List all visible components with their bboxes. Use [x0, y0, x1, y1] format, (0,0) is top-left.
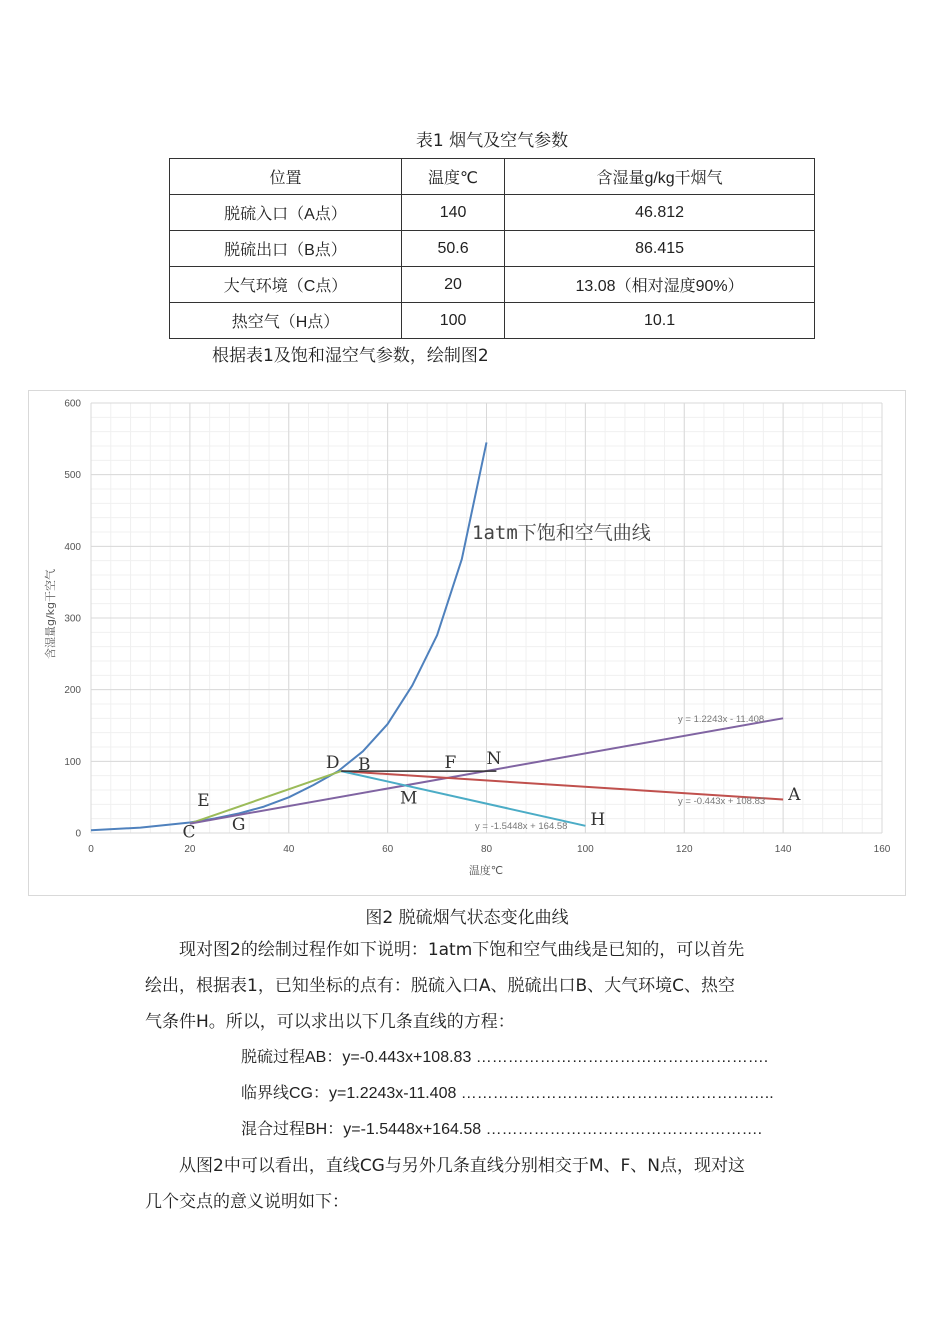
point-label-m: M — [399, 788, 418, 809]
point-label-c: C — [182, 822, 196, 843]
table-cell: 13.08（相对湿度90%） — [505, 267, 815, 303]
point-label-d: D — [325, 752, 340, 773]
x-tick-label: 40 — [283, 844, 295, 855]
table-cell: 140 — [401, 195, 504, 231]
table-cell: 46.812 — [505, 195, 815, 231]
header-humidity: 含湿量g/kg干烟气 — [505, 159, 815, 195]
point-label-b: B — [357, 754, 371, 775]
paragraph-2 — [145, 1148, 745, 1220]
point-label-f: F — [444, 752, 457, 773]
x-tick-label: 160 — [873, 844, 891, 855]
paragraph-line: 几个交点的意义说明如下： — [145, 1192, 349, 1212]
humidity-chart — [28, 390, 906, 896]
y-axis-label: 含湿量g/kg干空气 — [44, 568, 57, 660]
equation-list — [241, 1040, 774, 1148]
table-cell: 大气环境（C点） — [170, 267, 402, 303]
paragraph-line: 从图2中可以看出，直线CG与另外几条直线分别相交于M、F、N点，现对这 — [179, 1156, 746, 1176]
y-tick-label: 500 — [64, 470, 81, 482]
table-cell: 100 — [401, 303, 504, 339]
paragraph-1 — [145, 932, 744, 1040]
x-tick-label: 100 — [577, 844, 594, 855]
point-label-e: E — [197, 790, 210, 811]
table-row — [170, 267, 815, 303]
table-cell: 10.1 — [505, 303, 815, 339]
x-tick-label: 140 — [774, 844, 792, 855]
paragraph-line: 现对图2的绘制过程作如下说明：1atm下饱和空气曲线是已知的，可以首先 — [179, 940, 745, 960]
x-axis-label: 温度℃ — [468, 864, 504, 877]
saturation-curve-label: 1atm下饱和空气曲线 — [472, 522, 651, 544]
bh-equation-label: y = -1.5448x + 164.58 — [475, 821, 568, 832]
parameter-table — [169, 158, 815, 339]
y-tick-label: 600 — [64, 398, 81, 410]
header-temperature: 温度℃ — [401, 159, 504, 195]
table-row — [170, 195, 815, 231]
point-label-n: N — [486, 749, 502, 770]
paragraph-line: 绘出，根据表1，已知坐标的点有：脱硫入口A、脱硫出口B、大气环境C、热空 — [145, 976, 735, 996]
table-cell: 20 — [401, 267, 504, 303]
point-label-a: A — [788, 785, 801, 806]
x-tick-label: 60 — [382, 844, 394, 855]
point-label-g: G — [231, 815, 246, 836]
table-row — [170, 231, 815, 267]
equation-bh: 混合过程BH：y=-1.5448x+164.58 ……………………………………………. — [241, 1121, 763, 1138]
y-tick-label: 300 — [64, 613, 81, 625]
point-label-h: H — [590, 810, 606, 831]
x-tick-label: 120 — [675, 844, 693, 855]
table-cell: 脱硫入口（A点） — [170, 195, 402, 231]
y-tick-label: 0 — [75, 828, 81, 840]
x-tick-label: 20 — [184, 844, 196, 855]
y-tick-label: 100 — [64, 756, 81, 768]
y-tick-label: 200 — [64, 685, 81, 697]
y-tick-label: 400 — [64, 541, 81, 553]
table-cell: 86.415 — [505, 231, 815, 267]
paragraph-line: 气条件H。所以，可以求出以下几条直线的方程： — [145, 1012, 515, 1032]
table-cell: 50.6 — [401, 231, 504, 267]
x-tick-label: 0 — [88, 844, 94, 855]
x-tick-label: 80 — [480, 844, 493, 855]
table-title: 表1 烟气及空气参数 — [415, 131, 569, 151]
table-cell: 脱硫出口（B点） — [170, 231, 402, 267]
cg-equation-label: y = 1.2243x - 11.408 — [678, 714, 765, 725]
figure-caption: 图2 脱硫烟气状态变化曲线 — [365, 908, 569, 928]
table-row — [170, 303, 815, 339]
equation-cg: 临界线CG：y=1.2243x-11.408 ………………………………………………….. — [241, 1085, 774, 1102]
ab-equation-label: y = -0.443x + 108.83 — [678, 796, 766, 807]
intro-text: 根据表1及饱和湿空气参数，绘制图2 — [212, 346, 489, 366]
equation-ab: 脱硫过程AB：y=-0.443x+108.83 ………………………………………………. — [241, 1049, 769, 1066]
header-position: 位置 — [170, 159, 402, 195]
table-cell: 热空气（H点） — [170, 303, 402, 339]
table-header-row — [170, 159, 815, 195]
